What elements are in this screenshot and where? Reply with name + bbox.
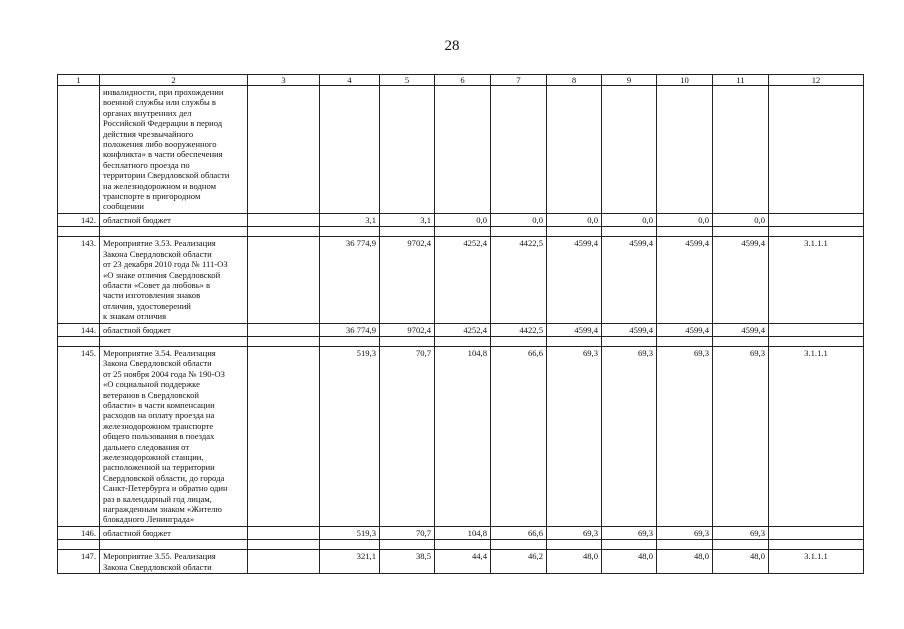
spacer-cell: [58, 336, 100, 346]
empty-cell: [320, 86, 380, 214]
empty-cell: [769, 86, 864, 214]
column-header: 6: [435, 75, 491, 86]
empty-cell: [248, 237, 320, 323]
value-cell: 69,3: [657, 526, 713, 539]
table-header-row: [58, 75, 864, 86]
row-number-cell: 145.: [58, 346, 100, 526]
spacer-cell: [248, 227, 320, 237]
description-line: дальнего следования от: [103, 441, 190, 452]
value-cell: 519,3: [320, 526, 380, 539]
value-cell: 36 774,9: [320, 237, 380, 323]
event-description-cell: [100, 346, 248, 526]
value-cell: 0,0: [491, 213, 547, 226]
value-cell: 69,3: [713, 346, 769, 526]
value-cell: 4599,4: [547, 237, 602, 323]
row-number-cell: 146.: [58, 526, 100, 539]
column-header: 5: [380, 75, 435, 86]
value-cell: 48,0: [602, 550, 657, 574]
spacer-cell: [602, 540, 657, 550]
row-number-cell: 142.: [58, 213, 100, 226]
spacer-cell: [491, 227, 547, 237]
column-header: 12: [769, 75, 864, 86]
table-row-budget: [58, 526, 864, 539]
spacer-cell: [435, 227, 491, 237]
budget-table: [57, 74, 864, 574]
column-header: 7: [491, 75, 547, 86]
spacer-cell: [769, 336, 864, 346]
description-line: раз в календарный год лицам,: [103, 493, 212, 504]
table-row-event: [58, 346, 864, 526]
value-cell: 69,3: [657, 346, 713, 526]
description-line: действия чрезвычайного: [103, 128, 194, 139]
row-spacer: [58, 227, 864, 237]
value-cell: 4422,5: [491, 323, 547, 336]
spacer-cell: [435, 540, 491, 550]
spacer-cell: [491, 540, 547, 550]
value-cell: 44,4: [435, 550, 491, 574]
description-line: Свердловской области, до города: [103, 472, 225, 483]
column-header: 2: [100, 75, 248, 86]
value-cell: 66,6: [491, 346, 547, 526]
row-number-cell: 147.: [58, 550, 100, 574]
value-cell: 69,3: [602, 526, 657, 539]
target-code-cell: 3.1.1.1: [769, 346, 864, 526]
value-cell: 4599,4: [657, 323, 713, 336]
spacer-cell: [713, 540, 769, 550]
value-cell: 3,1: [380, 213, 435, 226]
description-line: общего пользования в поездах: [103, 431, 215, 442]
description-line: сообщении: [103, 201, 145, 212]
value-cell: 46,2: [491, 550, 547, 574]
value-cell: 48,0: [657, 550, 713, 574]
spacer-cell: [58, 227, 100, 237]
description-line: от 25 ноября 2004 года № 190-ОЗ: [103, 368, 225, 379]
value-cell: 36 774,9: [320, 323, 380, 336]
column-header: 11: [713, 75, 769, 86]
value-cell: 104,8: [435, 346, 491, 526]
spacer-cell: [248, 540, 320, 550]
description-line: от 23 декабря 2010 года № 111-ОЗ: [103, 259, 228, 270]
spacer-cell: [657, 227, 713, 237]
table-row-continuation: [58, 86, 864, 214]
row-spacer: [58, 540, 864, 550]
description-line: органах внутренних дел: [103, 107, 192, 118]
value-cell: 70,7: [380, 526, 435, 539]
value-cell: 0,0: [713, 213, 769, 226]
value-cell: 38,5: [380, 550, 435, 574]
target-code-cell: 3.1.1.1: [769, 237, 864, 323]
value-cell: 4599,4: [547, 323, 602, 336]
column-header: 8: [547, 75, 602, 86]
description-line: Мероприятие 3.53. Реализация: [103, 238, 216, 249]
empty-cell: [248, 346, 320, 526]
row-number-cell: [58, 86, 100, 214]
description-line: области «Совет да любовь» в: [103, 279, 211, 290]
description-line: бесплатного проезда по: [103, 159, 190, 170]
description-line: железнодорожном транспорте: [103, 420, 214, 431]
spacer-cell: [320, 540, 380, 550]
empty-cell: [602, 86, 657, 214]
value-cell: 4599,4: [713, 237, 769, 323]
column-header: 1: [58, 75, 100, 86]
value-cell: 9702,4: [380, 237, 435, 323]
value-cell: 4599,4: [657, 237, 713, 323]
target-code-cell: 3.1.1.1: [769, 550, 864, 574]
description-line: инвалидности, при прохождении: [103, 87, 224, 97]
table-row-budget: [58, 213, 864, 226]
description-line: транспорте в пригородном: [103, 191, 201, 202]
value-cell: 48,0: [713, 550, 769, 574]
event-description-cell: [100, 550, 248, 574]
spacer-cell: [769, 540, 864, 550]
value-cell: 4422,5: [491, 237, 547, 323]
column-header: 9: [602, 75, 657, 86]
description-line: конфликта» в части обеспечения: [103, 149, 223, 160]
spacer-cell: [100, 336, 248, 346]
spacer-cell: [547, 540, 602, 550]
event-description-cell: [100, 86, 248, 214]
budget-label-cell: областной бюджет: [100, 526, 248, 539]
value-cell: 66,6: [491, 526, 547, 539]
empty-cell: [713, 86, 769, 214]
description-line: части изготовления знаков: [103, 290, 201, 301]
empty-cell: [435, 86, 491, 214]
budget-label-cell: областной бюджет: [100, 323, 248, 336]
description-line: Закона Свердловской области: [103, 561, 212, 572]
value-cell: 69,3: [547, 346, 602, 526]
empty-cell: [547, 86, 602, 214]
value-cell: 519,3: [320, 346, 380, 526]
spacer-cell: [657, 540, 713, 550]
empty-cell: [248, 213, 320, 226]
description-line: расходов на оплату проезда на: [103, 410, 215, 421]
spacer-cell: [602, 336, 657, 346]
column-header: 3: [248, 75, 320, 86]
value-cell: 0,0: [435, 213, 491, 226]
value-cell: 0,0: [602, 213, 657, 226]
column-header: 10: [657, 75, 713, 86]
value-cell: 9702,4: [380, 323, 435, 336]
value-cell: 69,3: [713, 526, 769, 539]
empty-cell: [248, 86, 320, 214]
value-cell: 0,0: [657, 213, 713, 226]
spacer-cell: [713, 336, 769, 346]
row-number-cell: 144.: [58, 323, 100, 336]
spacer-cell: [491, 336, 547, 346]
value-cell: 69,3: [602, 346, 657, 526]
empty-cell: [380, 86, 435, 214]
spacer-cell: [320, 227, 380, 237]
spacer-cell: [547, 336, 602, 346]
target-code-cell: [769, 213, 864, 226]
description-line: военной службы или службы в: [103, 97, 216, 108]
table-row-event: [58, 237, 864, 323]
row-number-cell: 143.: [58, 237, 100, 323]
empty-cell: [248, 323, 320, 336]
description-line: области» в части компенсации: [103, 399, 215, 410]
description-line: Санкт-Петербурга и обратно один: [103, 483, 228, 494]
value-cell: 4252,4: [435, 237, 491, 323]
value-cell: 70,7: [380, 346, 435, 526]
spacer-cell: [320, 336, 380, 346]
spacer-cell: [100, 227, 248, 237]
description-line: Закона Свердловской области: [103, 358, 212, 369]
description-line: Мероприятие 3.55. Реализация: [103, 551, 216, 562]
description-line: на железнодорожном и водном: [103, 180, 217, 191]
spacer-cell: [58, 540, 100, 550]
description-line: положения либо вооруженного: [103, 139, 217, 150]
empty-cell: [491, 86, 547, 214]
description-line: награжденным знаком «Жителю: [103, 504, 222, 515]
row-spacer: [58, 336, 864, 346]
description-line: железнодорожной станции,: [103, 452, 204, 462]
value-cell: 4599,4: [602, 323, 657, 336]
table-row-budget: [58, 323, 864, 336]
description-line: расположенной на территории: [103, 462, 215, 473]
spacer-cell: [769, 227, 864, 237]
value-cell: 4599,4: [713, 323, 769, 336]
spacer-cell: [248, 336, 320, 346]
description-line: Российской Федерации в период: [103, 118, 223, 129]
empty-cell: [248, 526, 320, 539]
value-cell: 4599,4: [602, 237, 657, 323]
spacer-cell: [380, 336, 435, 346]
value-cell: 321,1: [320, 550, 380, 574]
target-code-cell: [769, 323, 864, 336]
spacer-cell: [100, 540, 248, 550]
value-cell: 3,1: [320, 213, 380, 226]
spacer-cell: [657, 336, 713, 346]
empty-cell: [248, 550, 320, 574]
value-cell: 0,0: [547, 213, 602, 226]
value-cell: 69,3: [547, 526, 602, 539]
description-line: ветеранов в Свердловской: [103, 389, 199, 400]
description-line: Закона Свердловской области: [103, 248, 212, 259]
spacer-cell: [380, 227, 435, 237]
page-number: 28: [444, 38, 460, 54]
description-line: «О знаке отличия Свердловской: [103, 269, 221, 280]
description-line: отличия, удостоверений: [103, 300, 191, 311]
description-line: блокадного Ленинграда»: [103, 514, 195, 525]
spacer-cell: [547, 227, 602, 237]
target-code-cell: [769, 526, 864, 539]
spacer-cell: [435, 336, 491, 346]
budget-label-cell: областной бюджет: [100, 213, 248, 226]
value-cell: 4252,4: [435, 323, 491, 336]
spacer-cell: [380, 540, 435, 550]
empty-cell: [657, 86, 713, 214]
description-line: территории Свердловской области: [103, 170, 230, 181]
column-header: 4: [320, 75, 380, 86]
description-line: Мероприятие 3.54. Реализация: [103, 347, 216, 358]
table-row-event: [58, 550, 864, 574]
value-cell: 48,0: [547, 550, 602, 574]
spacer-cell: [713, 227, 769, 237]
spacer-cell: [602, 227, 657, 237]
description-line: «О социальной поддержке: [103, 379, 200, 390]
event-description-cell: [100, 237, 248, 323]
description-line: к знакам отличия: [103, 311, 167, 322]
value-cell: 104,8: [435, 526, 491, 539]
